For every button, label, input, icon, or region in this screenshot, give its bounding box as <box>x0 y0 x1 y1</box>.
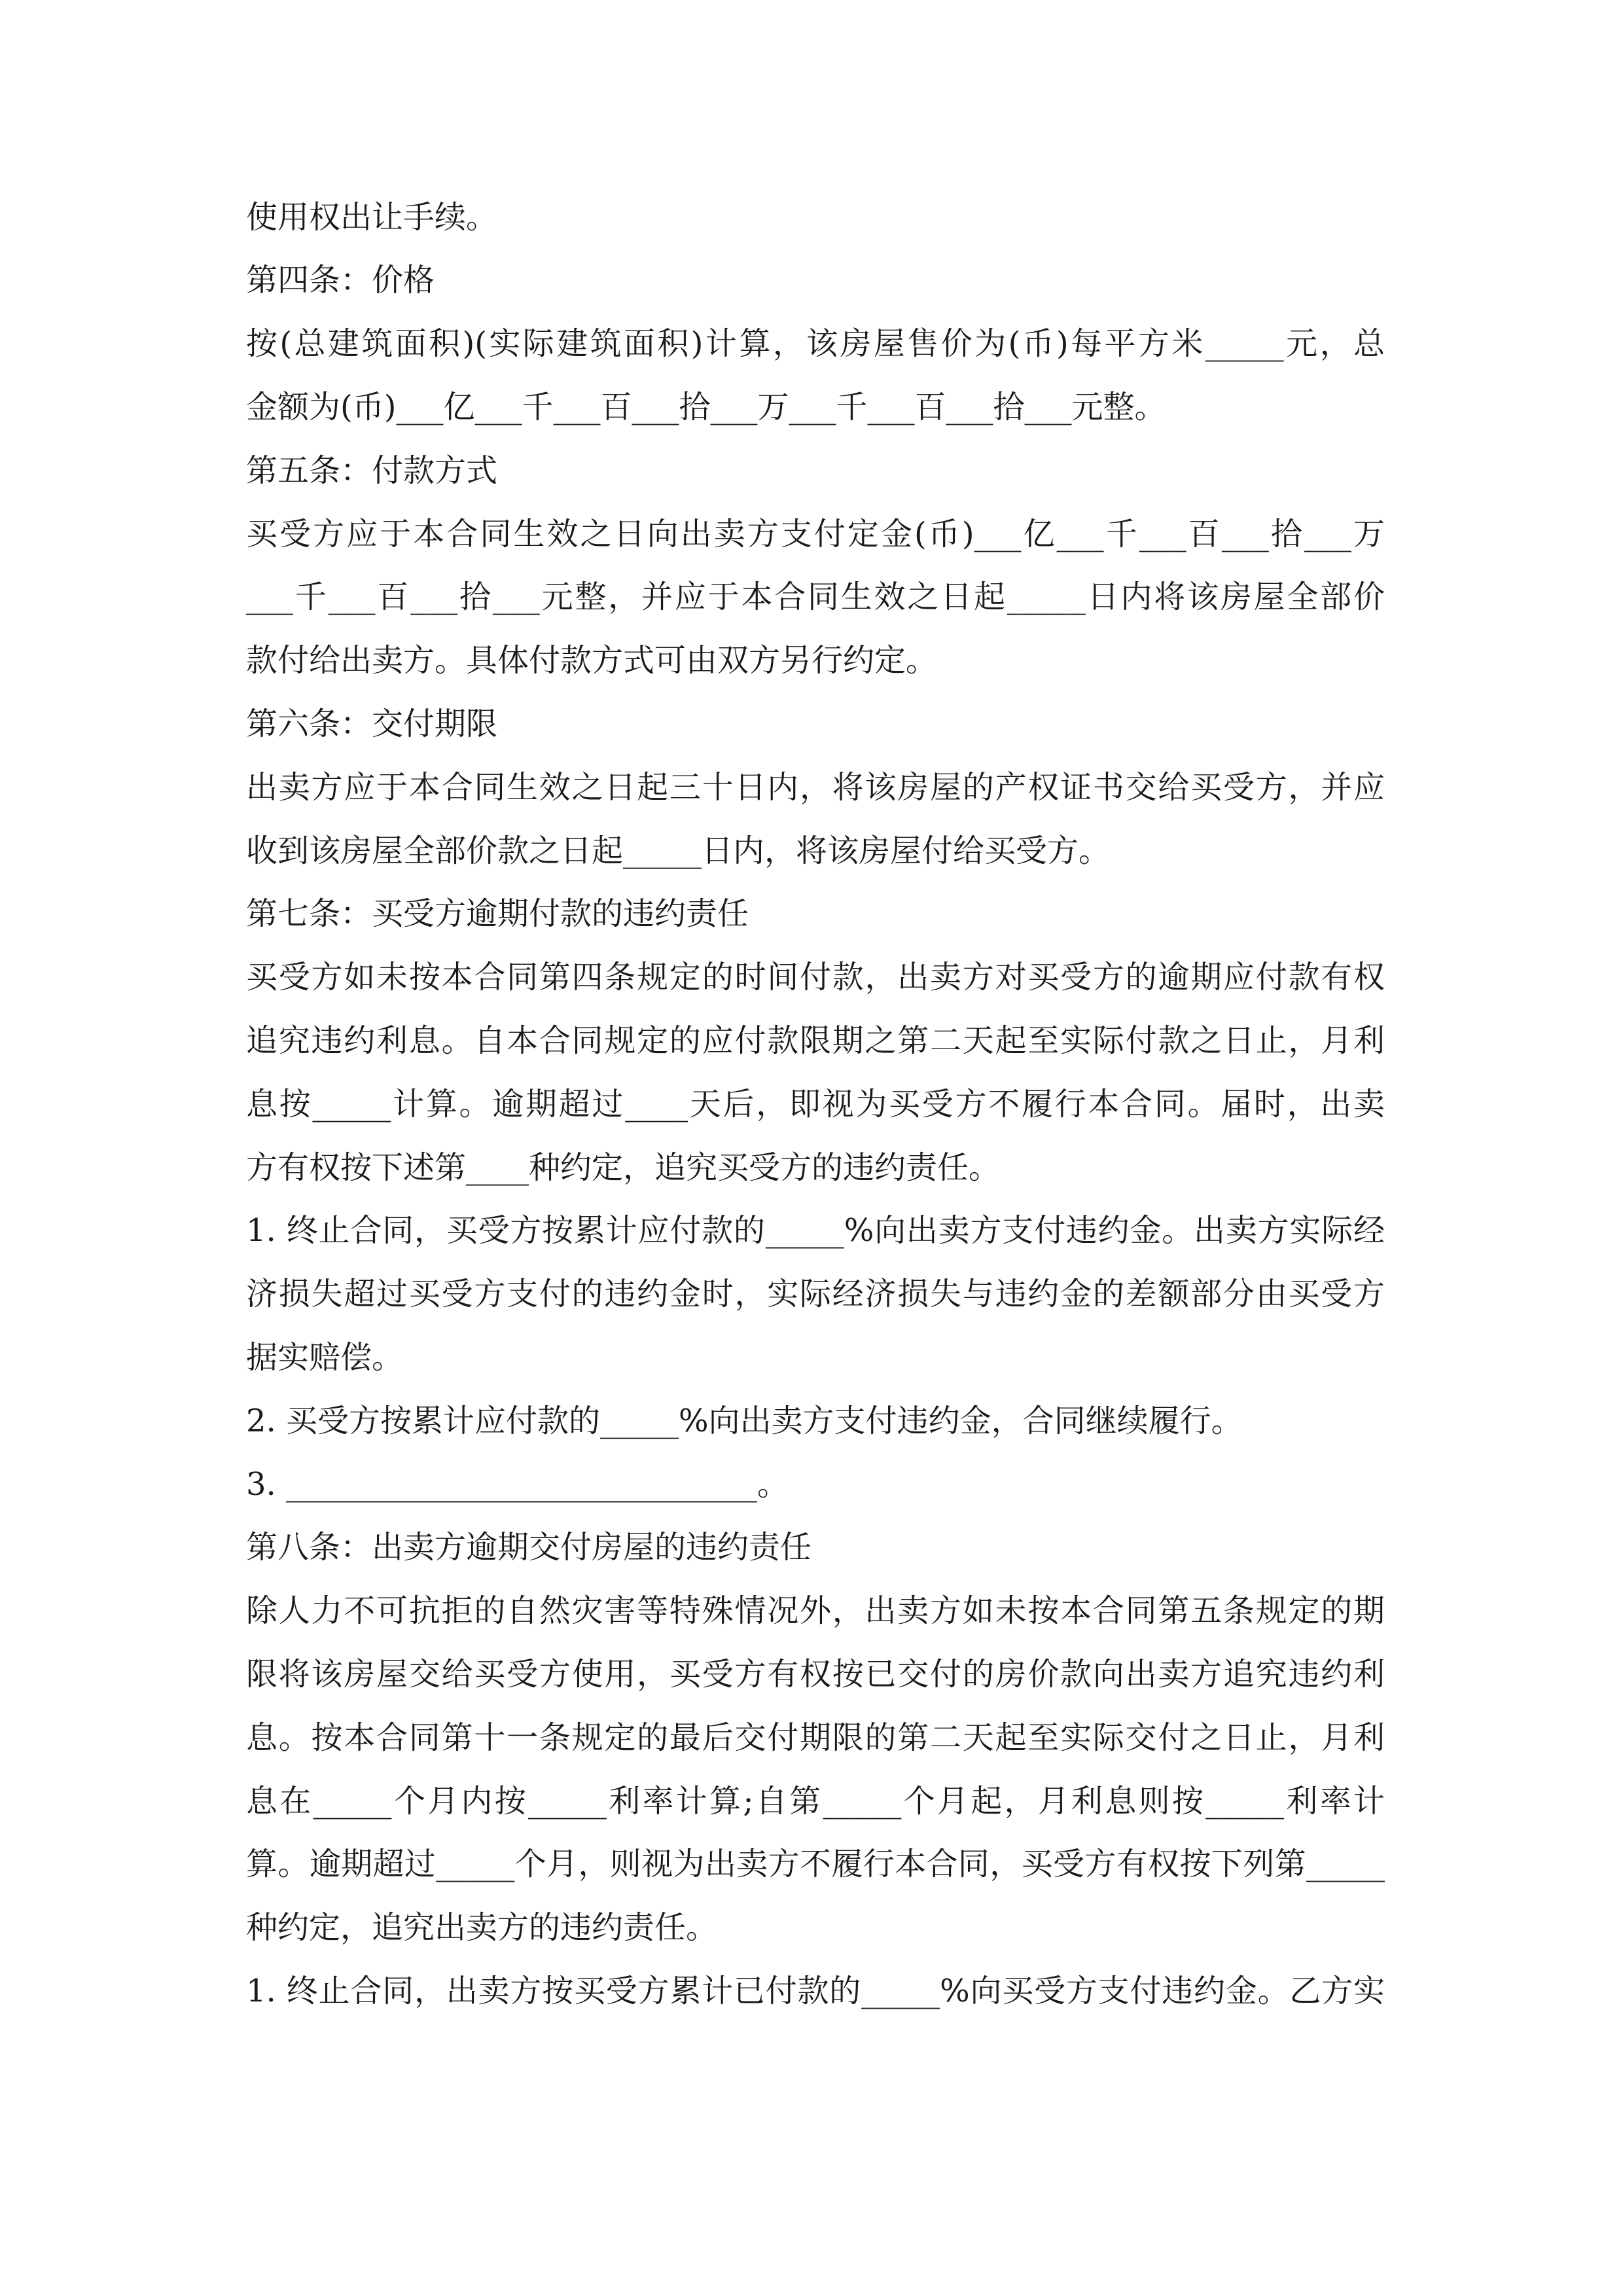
article-heading: 第五条：付款方式 <box>246 452 498 489</box>
text-line: 3. ______________________________。 <box>246 1466 789 1503</box>
text-line: 追究违约利息。自本合同规定的应付款限期之第二天起至实际付款之日止，月利 <box>246 1022 1385 1059</box>
text-line: 种约定，追究出卖方的违约责任。 <box>246 1909 718 1946</box>
text-line: 息按_____计算。逾期超过____天后，即视为买受方不履行本合同。届时，出卖 <box>246 1086 1385 1122</box>
text-line: 款付给出卖方。具体付款方式可由双方另行约定。 <box>246 642 938 679</box>
text-line: ___千___百___拾___元整，并应于本合同生效之日起_____日内将该房屋全部价 <box>246 579 1385 615</box>
text-line: 使用权出让手续。 <box>246 199 498 236</box>
text-line: 据实赔偿。 <box>246 1339 404 1376</box>
text-line: 限将该房屋交给买受方使用，买受方有权按已交付的房价款向出卖方追究违约利 <box>246 1656 1385 1693</box>
text-line: 2. 买受方按累计应付款的_____%向出卖方支付违约金，合同继续履行。 <box>246 1403 1243 1439</box>
text-line: 收到该房屋全部价款之日起_____日内，将该房屋付给买受方。 <box>246 833 1111 869</box>
text-line: 1. 终止合同，买受方按累计应付款的_____%向出卖方支付违约金。出卖方实际经 <box>246 1212 1385 1249</box>
text-line: 买受方如未按本合同第四条规定的时间付款，出卖方对买受方的逾期应付款有权 <box>246 959 1385 996</box>
text-line: 按(总建筑面积)(实际建筑面积)计算，该房屋售价为(币)每平方米_____元，总 <box>246 325 1385 362</box>
article-heading: 第八条：出卖方逾期交付房屋的违约责任 <box>246 1529 812 1566</box>
text-line: 方有权按下述第____种约定，追究买受方的违约责任。 <box>246 1149 1001 1186</box>
text-line: 金额为(币)___亿___千___百___拾___万___千___百___拾___元整。 <box>246 389 1166 425</box>
text-line: 除人力不可抗拒的自然灾害等特殊情况外，出卖方如未按本合同第五条规定的期 <box>246 1592 1385 1629</box>
article-heading: 第四条：价格 <box>246 262 435 298</box>
text-line: 算。逾期超过_____个月，则视为出卖方不履行本合同，买受方有权按下列第_____ <box>246 1846 1385 1882</box>
text-line: 息。按本合同第十一条规定的最后交付期限的第二天起至实际交付之日止，月利 <box>246 1719 1385 1756</box>
article-heading: 第七条：买受方逾期付款的违约责任 <box>246 895 749 932</box>
text-line: 息在_____个月内按_____利率计算;自第_____个月起，月利息则按_____利率计 <box>246 1783 1385 1820</box>
text-line: 济损失超过买受方支付的违约金时，实际经济损失与违约金的差额部分由买受方 <box>246 1276 1385 1312</box>
text-line: 1. 终止合同，出卖方按买受方累计已付款的_____%向买受方支付违约金。乙方实 <box>246 1973 1385 2009</box>
text-line: 出卖方应于本合同生效之日起三十日内，将该房屋的产权证书交给买受方，并应 <box>246 769 1385 806</box>
article-heading: 第六条：交付期限 <box>246 706 498 742</box>
text-line: 买受方应于本合同生效之日向出卖方支付定金(币)___亿___千___百___拾___万 <box>246 516 1385 552</box>
